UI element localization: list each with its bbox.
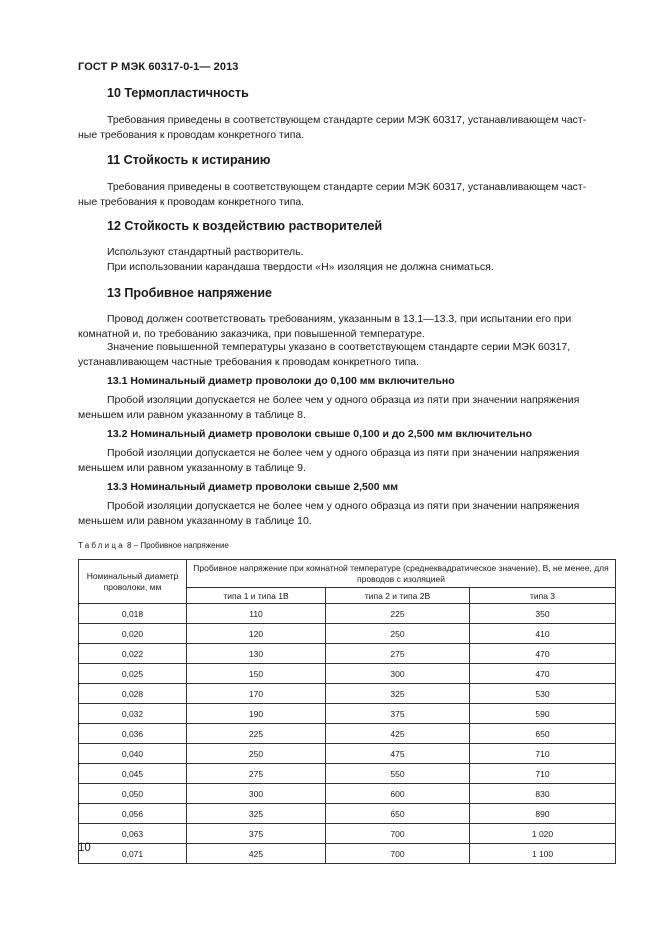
- cell-voltage: 425: [326, 724, 470, 744]
- cell-voltage: 275: [326, 644, 470, 664]
- cell-diameter: 0,063: [79, 824, 187, 844]
- cell-voltage: 1 020: [470, 824, 616, 844]
- cell-voltage: 410: [470, 624, 616, 644]
- column-header-type-3: типа 3: [470, 588, 616, 604]
- column-header-type-2: типа 2 и типа 2В: [326, 588, 470, 604]
- table-row: [79, 804, 616, 824]
- cell-diameter: 0,020: [79, 624, 187, 644]
- cell-voltage: 350: [470, 604, 616, 624]
- section-12-text: [107, 245, 615, 275]
- cell-voltage: 650: [326, 804, 470, 824]
- text-line: меньшем или равном указанному в таблице 10.: [78, 515, 312, 527]
- text-line: Пробой изоляции допускается не более чем у одного образца из пяти при значении напряжения: [107, 447, 580, 459]
- text-line: ные требования к проводам конкретного типа.: [78, 196, 305, 208]
- cell-voltage: 110: [187, 604, 326, 624]
- table-row: [79, 844, 616, 864]
- cell-diameter: 0,040: [79, 744, 187, 764]
- subsection-heading-13-1: 13.1 Номинальный диаметр проволоки до 0,100 мм включительно: [107, 375, 455, 387]
- cell-voltage: 325: [326, 684, 470, 704]
- table-row: [79, 724, 616, 744]
- table-row: [79, 784, 616, 804]
- text-line: ные требования к проводам конкретного типа.: [78, 129, 305, 141]
- running-header: ГОСТ Р МЭК 60317-0-1— 2013: [78, 61, 239, 73]
- cell-voltage: 710: [470, 744, 616, 764]
- cell-voltage: 375: [326, 704, 470, 724]
- cell-voltage: 300: [187, 784, 326, 804]
- text-line: меньшем или равном указанному в таблице 8.: [78, 409, 306, 421]
- section-heading-10: 10 Термопластичность: [107, 86, 249, 100]
- breakdown-voltage-table: [78, 559, 616, 864]
- cell-diameter: 0,056: [79, 804, 187, 824]
- cell-voltage: 250: [187, 744, 326, 764]
- cell-voltage: 1 100: [470, 844, 616, 864]
- cell-voltage: 120: [187, 624, 326, 644]
- table-row: [79, 704, 616, 724]
- text-line: меньшем или равном указанному в таблице 9.: [78, 462, 306, 474]
- cell-voltage: 150: [187, 664, 326, 684]
- cell-voltage: 590: [470, 704, 616, 724]
- table-row: [79, 604, 616, 624]
- section-11-text: [78, 180, 615, 210]
- table-row: [79, 744, 616, 764]
- text-line: Требования приведены в соответствующем стандарте серии МЭК 60317, устанавливающем част-: [107, 181, 587, 193]
- table-row: [79, 664, 616, 684]
- page-number: 10: [78, 842, 91, 854]
- text-line: Значение повышенной температуры указано в соответствующем стандарте серии МЭК 60317,: [107, 341, 571, 353]
- cell-diameter: 0,071: [79, 844, 187, 864]
- cell-voltage: 190: [187, 704, 326, 724]
- cell-voltage: 130: [187, 644, 326, 664]
- cell-voltage: 470: [470, 664, 616, 684]
- text-line: Требования приведены в соответствующем стандарте серии МЭК 60317, устанавливающем част-: [107, 114, 587, 126]
- text-line: Пробой изоляции допускается не более чем у одного образца из пяти при значении напряжения: [107, 500, 580, 512]
- subsection-13-3-text: [78, 499, 615, 529]
- cell-voltage: 710: [470, 764, 616, 784]
- table-caption-title: 8 – Пробивное напряжение: [124, 541, 229, 550]
- table-caption: [78, 541, 229, 550]
- table-row: [79, 624, 616, 644]
- cell-voltage: 830: [470, 784, 616, 804]
- text-line: При использовании карандаша твердости «Н» изоляция не должна сниматься.: [107, 261, 494, 273]
- section-heading-11: 11 Стойкость к истиранию: [107, 153, 271, 167]
- section-13-paragraph-2: [78, 340, 615, 370]
- text-line: Используют стандартный растворитель.: [107, 246, 304, 258]
- cell-voltage: 600: [326, 784, 470, 804]
- cell-diameter: 0,025: [79, 664, 187, 684]
- column-header-diameter: Номинальный диаметр проволоки, мм: [79, 560, 187, 604]
- table-body: [79, 604, 616, 864]
- subsection-heading-13-3: 13.3 Номинальный диаметр проволоки свыше 2,500 мм: [107, 481, 399, 493]
- cell-voltage: 325: [187, 804, 326, 824]
- cell-voltage: 700: [326, 844, 470, 864]
- subsection-13-2-text: [78, 446, 615, 476]
- text-line: комнатной и, по требованию заказчика, при повышенной температуре.: [78, 328, 425, 340]
- column-header-type-1: типа 1 и типа 1В: [187, 588, 326, 604]
- subsection-13-1-text: [78, 393, 615, 423]
- cell-diameter: 0,045: [79, 764, 187, 784]
- section-10-text: [78, 113, 615, 143]
- cell-voltage: 225: [326, 604, 470, 624]
- section-13-paragraph-1: [78, 312, 615, 342]
- cell-voltage: 890: [470, 804, 616, 824]
- table-row: [79, 764, 616, 784]
- cell-diameter: 0,022: [79, 644, 187, 664]
- cell-diameter: 0,028: [79, 684, 187, 704]
- text-line: Пробой изоляции допускается не более чем у одного образца из пяти при значении напряжения: [107, 394, 580, 406]
- section-heading-12: 12 Стойкость к воздействию растворителей: [107, 219, 383, 233]
- table-row: [79, 684, 616, 704]
- cell-voltage: 470: [470, 644, 616, 664]
- cell-voltage: 250: [326, 624, 470, 644]
- cell-diameter: 0,050: [79, 784, 187, 804]
- text-line: устанавливающем частные требования к проводам конкретного типа.: [78, 356, 420, 368]
- cell-voltage: 700: [326, 824, 470, 844]
- cell-voltage: 170: [187, 684, 326, 704]
- cell-voltage: 550: [326, 764, 470, 784]
- cell-voltage: 530: [470, 684, 616, 704]
- table-row: [79, 824, 616, 844]
- section-heading-13: 13 Пробивное напряжение: [107, 286, 272, 300]
- cell-voltage: 225: [187, 724, 326, 744]
- cell-voltage: 650: [470, 724, 616, 744]
- cell-voltage: 375: [187, 824, 326, 844]
- table-caption-word: Таблица: [78, 541, 125, 550]
- cell-diameter: 0,036: [79, 724, 187, 744]
- cell-voltage: 425: [187, 844, 326, 864]
- cell-voltage: 475: [326, 744, 470, 764]
- cell-diameter: 0,032: [79, 704, 187, 724]
- text-line: Провод должен соответствовать требованиям, указанным в 13.1—13.3, при испытании его при: [107, 313, 572, 325]
- table-row: [79, 644, 616, 664]
- column-header-breakdown-voltage: Пробивное напряжение при комнатной температуре (среднеквадратическое значение), В, не менее, для проводов с изоляцией: [187, 560, 616, 588]
- subsection-heading-13-2: 13.2 Номинальный диаметр проволоки свыше 0,100 и до 2,500 мм включительно: [107, 428, 532, 440]
- cell-diameter: 0,018: [79, 604, 187, 624]
- cell-voltage: 275: [187, 764, 326, 784]
- cell-voltage: 300: [326, 664, 470, 684]
